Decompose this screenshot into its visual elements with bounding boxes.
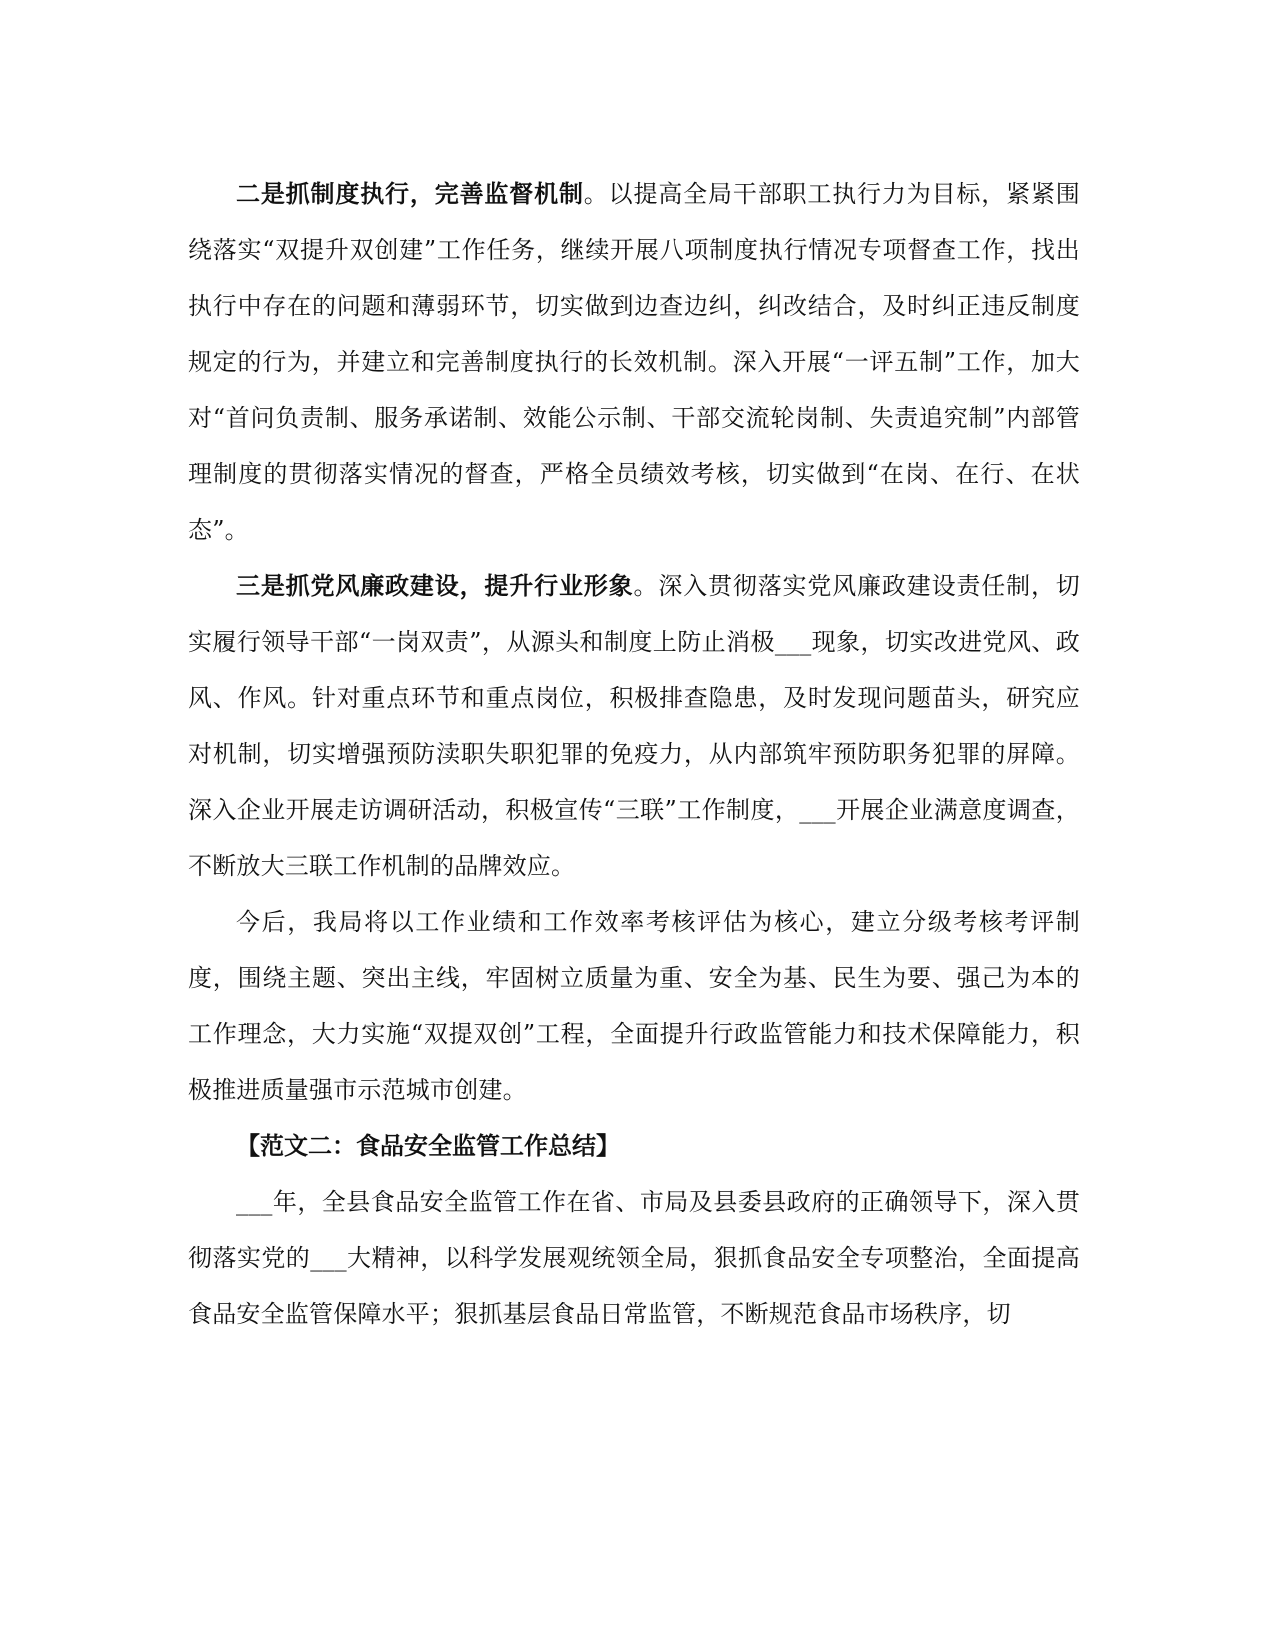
section-heading: 【范文二：食品安全监管工作总结】	[236, 1131, 620, 1160]
paragraph-future-plan	[188, 894, 1080, 1118]
paragraph-text: 。以提高全局干部职工执行力为目标，紧紧围绕落实“双提升双创建”工作任务，继续开展八项制度执行情况专项督查工作，找出执行中存在的问题和薄弱环节，切实做到边查边纠，纠改结合，及时纠正违反制度规定的行为，并建立和完善制度执行的长效机制。深入开展“一评五制”工作，加大对“首问负责制、服务承诺制、效能公示制、干部交流轮岗制、失责追究制”内部管理制度的贯彻落实情况的督查，严格全员绩效考核，切实做到“在岗、在行、在状态”。	[188, 180, 1080, 544]
paragraph-text: 今后，我局将以工作业绩和工作效率考核评估为核心，建立分级考核考评制度，围绕主题、突出主线，牢固树立质量为重、安全为基、民生为要、强己为本的工作理念，大力实施“双提双创”工程，全面提升行政监管能力和技术保障能力，积极推进质量强市示范城市创建。	[188, 908, 1080, 1104]
paragraph-lead-bold: 三是抓党风廉政建设，提升行业形象	[236, 571, 634, 600]
paragraph-food-safety-intro	[188, 1174, 1080, 1342]
paragraph-text: 。深入贯彻落实党风廉政建设责任制，切实履行领导干部“一岗双责”，从源头和制度上防止消极___现象，切实改进党风、政风、作风。针对重点环节和重点岗位，积极排查隐患，及时发现问题苗头，研究应对机制，切实增强预防渎职失职犯罪的免疫力，从内部筑牢预防职务犯罪的屏障。深入企业开展走访调研活动，积极宣传“三联”工作制度，___开展企业满意度调查，不断放大三联工作机制的品牌效应。	[188, 572, 1080, 880]
paragraph-lead-bold: 二是抓制度执行，完善监督机制	[236, 179, 584, 208]
paragraph-text: ___年，全县食品安全监管工作在省、市局及县委县政府的正确领导下，深入贯彻落实党的___大精神，以科学发展观统领全局，狠抓食品安全专项整治，全面提高食品安全监管保障水平；狠抓基层食品日常监管，不断规范食品市场秩序，切	[188, 1188, 1080, 1328]
paragraph-party-conduct	[188, 558, 1080, 894]
document-body	[188, 166, 1080, 1342]
paragraph-system-execution	[188, 166, 1080, 558]
